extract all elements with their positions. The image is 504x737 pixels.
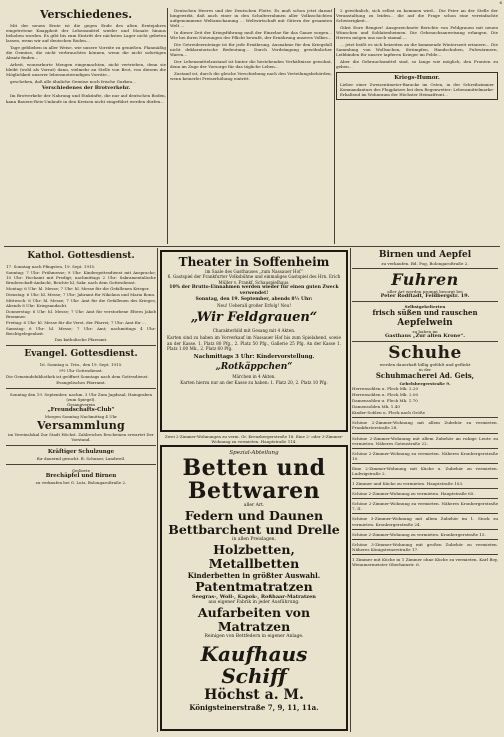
boy-wanted-heading: Kräftiger Schulzunge [47,449,115,455]
catholic-text [6,264,156,342]
news-paragraph: 2 gewöhnlich, sich selbst zu kommen wird... Die Feier an der Stelle der Veranstaltung zu leiden... die auf die Frage schon eine vereinfachte Schwierigkeit... [336,8,498,24]
ad-product: Kinderbetten in größter Auswahl. [187,571,321,580]
apartment-listing: 1 Zimmer und Küche zu vermieten. Hauptstraße 103. [352,481,464,487]
divider [6,388,156,389]
ad-line: aus eigener Fabrik in jeder Ausführung. [208,600,300,606]
classifieds-column [352,250,498,732]
theater-line: 10% der Brutto-Einnahmen werden wieder für einen guten Zweck verwendet! [169,284,339,296]
boy-wanted-text: für dauernd gesucht. B. Schuner, Landweil. [36,456,126,461]
news-paragraph: geschehen, daß alle ähnliche Gemüse noch frische Gurken... [10,79,136,85]
news-column-3 [336,8,498,244]
theater-venue: im Saale des Gasthauses „zum Nassauer Hof“ [205,269,303,274]
store-name: Kaufhaus Schiff [200,642,308,689]
club-small: Gesangverein [67,402,95,407]
column-rule [157,248,158,732]
notice-line: Die Gemeindebibliothek ist geöffnet Sonntags nach dem Gottesdienst. [6,374,149,379]
notice-line: Samstag: 6 Uhr: hl. Messe; 7 Uhr: Amt; nachmittags 4 Uhr: Beichtgelegenheit. [6,326,156,336]
kinder-desc: Märchen in 4 Akten. [232,374,276,380]
ad-line: aller Art. [243,503,265,508]
notice-line: Dienstag: 6 Uhr: hl. Messe; 7 Uhr: Jahramt für Nikolaus und Maria Bonn. [6,292,156,297]
news-subheading: Verschiedenes der Brotverkehr. [41,85,131,92]
divider [352,463,498,464]
section-heading: Verschiedenes. [39,8,133,21]
news-paragraph: In dieser Zeit der Kriegsführung muß der Einzelne für das Ganze sorgen... Wie bei ihren Nutzungen der Pflicht bewußt, der Ernährung unseres Volkes... [170,30,332,41]
divider [352,488,498,489]
column-rule [334,8,335,244]
club-name: „Freundschafts-Club“ [47,407,115,413]
evangelic-heading: Evangel. Gottesdienst. [24,349,138,359]
news-paragraph: Mit der neuen Ernte ist die gegen Ende des alten Erntejahres eingetretene Knappheit der Lebensmittel wieder und Monate hinaus behoben worden. Es gibt bis zum Eintritt der nächsten Lager nicht gebeten lassen, wenn wir auf deutschen Boden... [6,23,166,44]
theater-ticket-info: Karten sind zu haben im Vorverkauf im Nassauer Hof bis zum Spielabend, sowie an der Kasse. 1. Platz 80 Pfg., 2. Platz 50 Pfg., Gallerie 25 Pfg. An der Kasse 1. Platz 1.00 Mk., 2. Platz 60 Pfg. [167,335,341,352]
divider [6,345,156,346]
shoes-place: in der [418,367,432,373]
theater-play-desc: Charakterbild mit Gesang mit 4 Akten. [212,328,296,334]
divider [352,301,498,302]
ad-product: Holzbetten, Metallbetten [208,542,300,571]
fuhren-name: Peter Rodſtadt, Feldbergstr. 19. [380,293,470,300]
kinder-info: Karten hierzu nur an der Kasse zu haben: 1. Platz 20, 2. Platz 10 Pfg. [180,379,328,385]
pears-text: zu verkaufen. Bd. Pog, Bolongaroſtraße 2. [381,261,469,266]
ad-kicker: Spezial-Abteilung [229,450,279,456]
notice-line: 17. Sonntag nach Pfingsten, 19. Sept. 1915. [6,264,96,269]
shop-address: Gebelsbergerstraße 9. [399,380,451,386]
apartment-listing: 1 Zimmer mit Küche in 1 Zimmer ohne Küche zu vermieten. Karl Boy, Wennmermeister Oberhainstr. 6. [352,556,498,567]
divider [352,433,498,434]
divider [352,268,498,269]
apartment-listing: Schöne 2-Zimmer-Wohnung zu vermieten. Näheres Kronbergerstraße 7, II. [352,501,498,512]
club-tail: im Vereinslokal Zur Stadt Höchst. Zahlreiches Erscheinen erwartet Der Vorstand. [8,432,154,442]
notice-signature: Evangelisches Pfarramt. [56,380,106,385]
club-text: Morgen Sonntag Nachmittag 4 Uhr [44,414,118,419]
shoes-text: werden dauerhaft billig geföhlt und geflickt [379,362,471,368]
notice-line: Mittwoch: 6 Uhr: hl. Messe; 7 Uhr: Amt für die Gefallenen des Krieges; Abends 8 Uhr: Kriegsandacht. [6,298,156,308]
news-paragraph: Deutschen Heeres und der Deutschen Flotte. Es muß schon jetzt darauf hingewirkt, daß auch einer in den Schulterrahmen aller Volksschichten aufgenommene Weltanschauung ... Weltwirtschaft mit Gütern der gesamten Welt ... [170,8,332,29]
news-paragraph: Aber die Gebrauchsmittel sind, so lange wie möglich, den Fronten zu geben... [336,58,498,70]
theater-date: Sonntag, den 19. September, abends 8½ Uhr: [195,296,313,302]
humor-text: Lieber einer Zweizentimeter-Baracke im Osten, in der Schreibzimmer Komnandanturs des Flugplatzes bei dem Regenwetter: Lebensmittelmarke-Erhaltend im Wohnraum der Höchster Heimatfront... [340,82,494,98]
apartment-listing: Schöne 3-Zimmer-Wohnung mit großen Zubehör zu vermieten. Näheres Königsteinerstraße 17. [352,541,498,552]
apartment-listing: Eine 2-Zimmer-Wohnung mit Küche u. Zubehör zu vermieten. Ludwigstraße 2. [352,465,498,476]
news-paragraph: Tage geblieben in aller Weise, wie unsere Vorräte zu genießen. Planmäßig die Gemüse, die nicht verbrauchtes können, wenn die nicht sofortigen Absatz finden... [6,45,166,61]
divider [6,445,156,446]
kinder-heading: Nachmittags 3 Uhr: Kindervorstellung. [193,354,315,361]
apartment-listing: Zwei 2-Zimmer-Wohnungen zu verm. Gr. Kreuzbergerstraße 18. Eine 2- oder 3-Zimmer-Wohnung zu vermieten. Hauptstraße 114. [164,434,344,444]
ad-line: Reinigen von Bettfedern in eigener Anlage. [204,634,304,640]
divider [352,539,498,540]
humor-note [336,72,498,100]
divider [352,554,498,555]
dried-fruit-text: zu verkaufen bei G. Lutz, Bolongaroſtraße 2. [35,480,127,485]
news-paragraph: ... jetzt heißt es sich beizeiten an die kommende Winterszeit erinnern... Die Sammlung von Wollsachen, Strümpfen, Handschuhen, Pulswärmern, Leibbinden für unsere tapferen Krieger im Felde... [336,41,498,58]
apartment-listing: Schöne 2-Zimmer-Wohnung mit allem Zubehör zu vermieten. Frankfurterstraße 28. [352,420,498,431]
apartment-listing: Schöne 2-Zimmer-Wohnung zu vermieten. Kronbergerstraße 15. [352,531,486,537]
humor-heading: Kriegs-Humor. [394,75,440,82]
club-lead: Sonntag den 19. September, nachm. 3 Uhr Zum Jagdsaal, Haingraben (zum Spiegel). [9,392,153,402]
notice-line: Montag: 6 Uhr: hl. Messe; 7 Uhr: hl. Messe für die Gefallenen Krieger. [6,286,150,291]
notice-line: Sonntag: 7 Uhr: Frühmesse; 9 Uhr: Kindergottesdienst mit Ansprache; 10 Uhr: Hochamt mit Predigt; nachmittags 2 Uhr: Sakramentalische Bruderschaft-Andacht, Beichte hl. Sakr. nach dem Gottesdienst. [6,270,156,285]
notice-signature: Das katholische Pfarramt. [54,337,108,342]
news-paragraph: Die Getreideernteiage ist für jede Ernährung, Ausnahme für den Kriegsfall nicht deklaratorische Bedeutung... Durch Verdrängung gewöhnlicher Waren... [170,41,332,58]
divider [352,513,498,514]
divider [352,529,498,530]
news-paragraph: Der Lebensmittelzustand ist hinter die bestehenden Verhältnisse gewohnt, denn im Zuge der Vorsorge für das tägliche Leben... [170,58,332,70]
divider [6,464,156,465]
theater-ad [160,250,348,432]
page-number: 6 [499,0,502,5]
cider-line: frisch süßen und rauschen [372,308,478,318]
notice-line: Donnerstag: 6 Uhr: hl. Messe; 7 Uhr: Amt für verstorbene Eltern Jakob Brommer. [6,309,156,319]
pears-heading: Birnen und Aepfel [378,250,472,260]
news-paragraph: Im Brotverkehr der Nahrung und Einkünfte, die nur auf deutschen Boden, kann Bauern-Reis-Umlaufe in den Kreisen nicht eingeführt werden dürfen... [6,93,166,104]
notice-line: Freitag: 6 Uhr: hl. Messe für die Verst. der Pfarrei; 7 Uhr: Amt für ... [6,320,146,325]
store-address: Königsteinerstraße 7, 9, 11, 11a. [189,703,319,713]
shoes-heading: Schuhe [388,343,462,364]
price-line: Damensohlen Mk. 1.40 [352,404,400,410]
kinder-play-title: „Rotkäppchen“ [215,362,293,373]
notice-line: 16. Sonntag n. Trin., den 19. Sept. 1915. [39,362,123,367]
news-paragraph: Gibst Eure Rengier! Ausgezeichnete Berichte von Feldgrauen mit neuen Wünschen und Soldatenheimen. Die Gebrauchsanweisung erlangen. Die Herren mögen uns noch einmal ... [336,24,498,41]
ad-product: Patentmatratzen [195,579,313,594]
ad-title: Betten und Bettwaren [182,455,326,504]
ad-product: Aufarbeiten von Matratzen [197,605,311,635]
divider [352,417,498,418]
apartment-listing: Schöne 2-Zimmer-Wohnung zu vermieten. Hauptstraße 65. [352,491,475,497]
news-column-2 [170,8,332,244]
ad-product: Bettbarchent und Drelle [168,522,340,537]
column-rule [350,248,351,732]
divider [352,448,498,449]
section-divider [4,246,500,247]
apartment-listing: Schöne 2-Zimmer-Wohnung mit allem Zubehör an ruhige Leute zu vermieten. Näheres Gotenstraße 22. [352,435,498,446]
catholic-heading: Kathol. Gottesdienst. [27,251,135,261]
ad-line: Seegras-, Woll-, Kapok-, Roßhaar-Matratzen [192,594,316,600]
fuhren-heading: Fuhren [391,270,459,290]
shop-name: Schuhmacherei Ad. Geis, [375,371,475,381]
price-line: Herrensohlen u. Fleck Mk. 2.20 [352,385,419,391]
divider [352,341,498,342]
ad-line: in allen Preislagen. [232,537,276,542]
announcements-column [6,250,156,730]
evangelic-text [6,362,156,385]
price-list [352,386,498,415]
theater-line: Neu! Ueberall großer Erfolg! Neu! [216,302,292,308]
theater-line: 6. Gastspiel der Frankfurter Volksbühne und einmaliges Gastspiel des Hrn. Erich Müller v. Frankf. Schauspielhaus. [167,274,341,285]
apartment-listing: Schöne 3-Zimmer-Wohnung mit allem Zubehör im 1. Stock zu vermieten. Kronbergerstraße 24. [352,516,498,527]
divider [352,498,498,499]
theater-title: Theater in Soffenheim [178,255,330,269]
cider-place: Gasthaus „Zur alten Krone“. [385,332,465,339]
price-line: Herrensohlen u. Fleck Mk. 2.00 [352,391,419,397]
ad-product: Federn und Daunen [184,508,324,523]
store-city: Höchst a. M. [204,687,304,704]
theater-play-title: „Wir Feldgrauen“ [190,310,318,326]
cider-text: zu haben im [412,328,438,334]
divider [352,478,498,479]
kaufhaus-schiff-ad [160,445,348,731]
cider-head: Selbstgekelterten [404,304,446,310]
apartment-listing: Schöne 2-Zimmer-Wohnung zu vermieten. Näheres Kronbergerstraße 10. [352,450,498,461]
price-line: Damensohlen u. Fleck Mk. 1.70 [352,398,418,404]
fuhren-text: aller Art werden prompt besorgt bei [387,289,463,295]
cider-title: Aepfelwein [397,317,453,328]
notice-line: 9½ Uhr Gottesdienst. [59,368,103,373]
news-column-1 [6,8,166,244]
news-paragraph: Zustand ist, durch die gleiche Verschiebung nach den Verteilungsbehörden, wenn keinerlei Preiserhöhung eintritt. [170,70,332,81]
column-rule [167,8,168,244]
news-paragraph: Arbeit, wonrarkorte Mengen eingemachten, nicht vertrieben, denn sie bleibt (wohl als Vorrat) dann, vielmehr an Stelle von Brot, von diesem die Möglichkeit unserer lebensnotwendigen Vorräte... [6,62,166,78]
club-big: Versammlung [36,419,126,432]
price-line: Kinder-Sohlen u. Fleck nach Größe [352,410,426,416]
dried-fruit-heading: Brechäpfel und Birnen [45,473,117,479]
dried-fruit-head: Gedörrte [71,468,91,473]
